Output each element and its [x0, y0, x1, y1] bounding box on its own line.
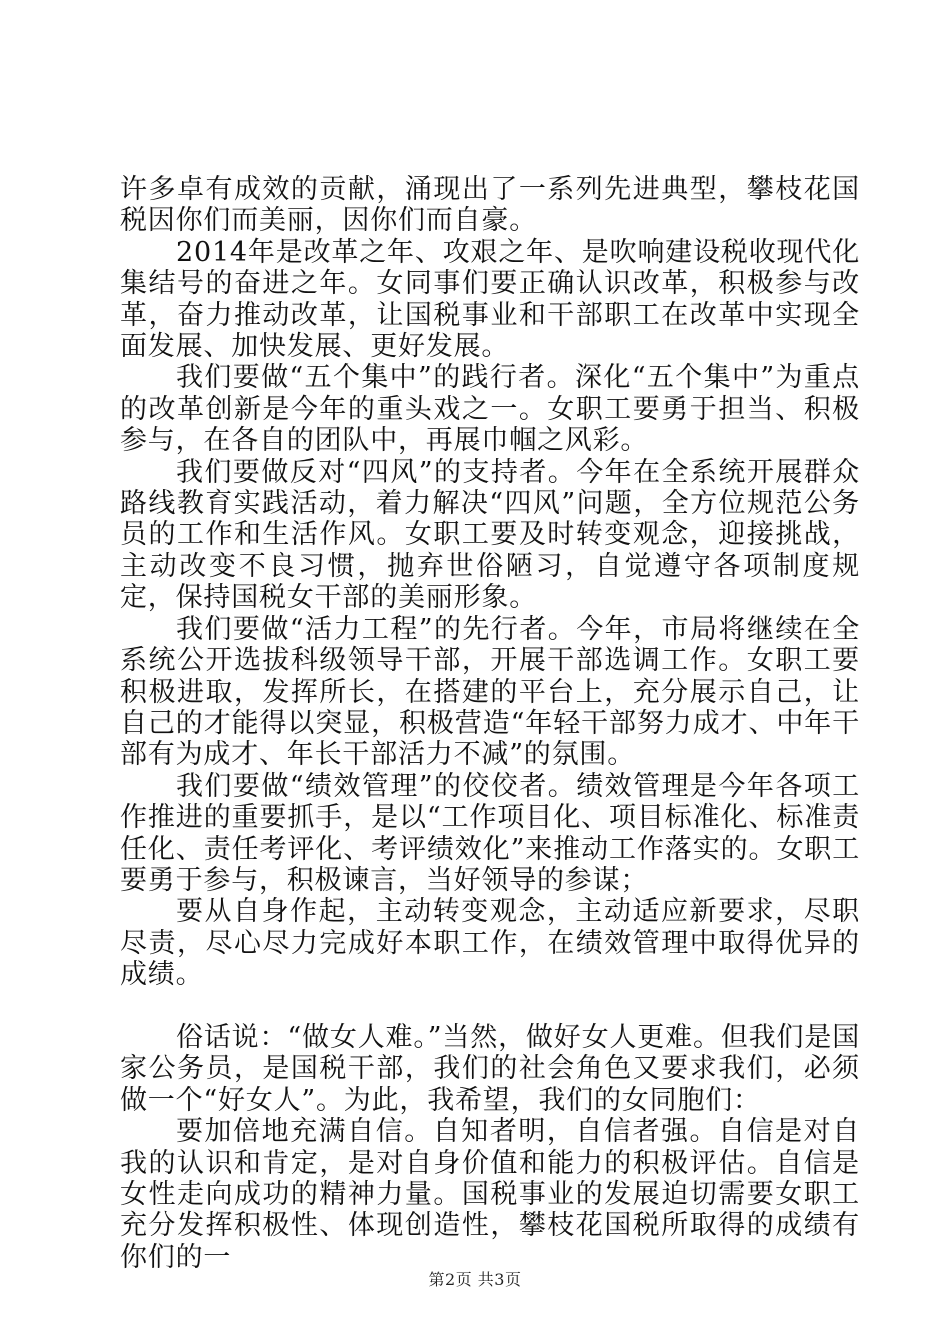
paragraph-7: 要从自身作起，主动转变观念，主动适应新要求，尽职尽责，尽心尽力完成好本职工作，在绩效管理中取得优异的成绩。: [120, 896, 860, 991]
paragraph-4: 我们要做反对“四风”的支持者。今年在全系统开展群众路线教育实践活动，着力解决“四风”问题，全方位规范公务员的工作和生活作风。女职工要及时转变观念，迎接挑战，主动改变不良习惯，抛弃世俗陋习，自觉遵守各项制度规定，保持国税女干部的美丽形象。: [120, 456, 860, 614]
paragraph-3: 我们要做“五个集中”的践行者。深化“五个集中”为重点的改革创新是今年的重头戏之一。女职工要勇于担当、积极参与，在各自的团队中，再展巾帼之风彩。: [120, 362, 860, 457]
blank-line: [120, 991, 860, 1022]
document-body: [120, 174, 860, 1273]
paragraph-5: 我们要做“活力工程”的先行者。今年，市局将继续在全系统公开选拔科级领导干部，开展干部选调工作。女职工要积极进取，发挥所长，在搭建的平台上，充分展示自己，让自己的才能得以突显，积极营造“年轻干部努力成才、中年干部有为成才、年长干部活力不减”的氛围。: [120, 613, 860, 771]
page-number: 第2页 共3页: [428, 1270, 522, 1289]
paragraph-1: 许多卓有成效的贡献，涌现出了一系列先进典型，攀枝花国税因你们而美丽，因你们而自豪。: [120, 174, 860, 237]
paragraph-8: 俗话说：“做女人难。”当然，做好女人更难。但我们是国家公务员，是国税干部，我们的社会角色又要求我们，必须做一个“好女人”。为此，我希望，我们的女同胞们：: [120, 1021, 860, 1116]
paragraph-9: 要加倍地充满自信。自知者明，自信者强。自信是对自我的认识和肯定，是对自身价值和能力的积极评估。自信是女性走向成功的精神力量。国税事业的发展迫切需要女职工充分发挥积极性、体现创造性，攀枝花国税所取得的成绩有你们的一: [120, 1116, 860, 1273]
paragraph-6: 我们要做“绩效管理”的佼佼者。绩效管理是今年各项工作推进的重要抓手，是以“工作项目化、项目标准化、标准责任化、责任考评化、考评绩效化”来推动工作落实的。女职工要勇于参与，积极谏言，当好领导的参谋；: [120, 770, 860, 896]
paragraph-2: 2014年是改革之年、攻艰之年、是吹响建设税收现代化集结号的奋进之年。女同事们要正确认识改革，积极参与改革，奋力推动改革，让国税事业和干部职工在改革中实现全面发展、加快发展、更好发展。: [120, 236, 860, 363]
